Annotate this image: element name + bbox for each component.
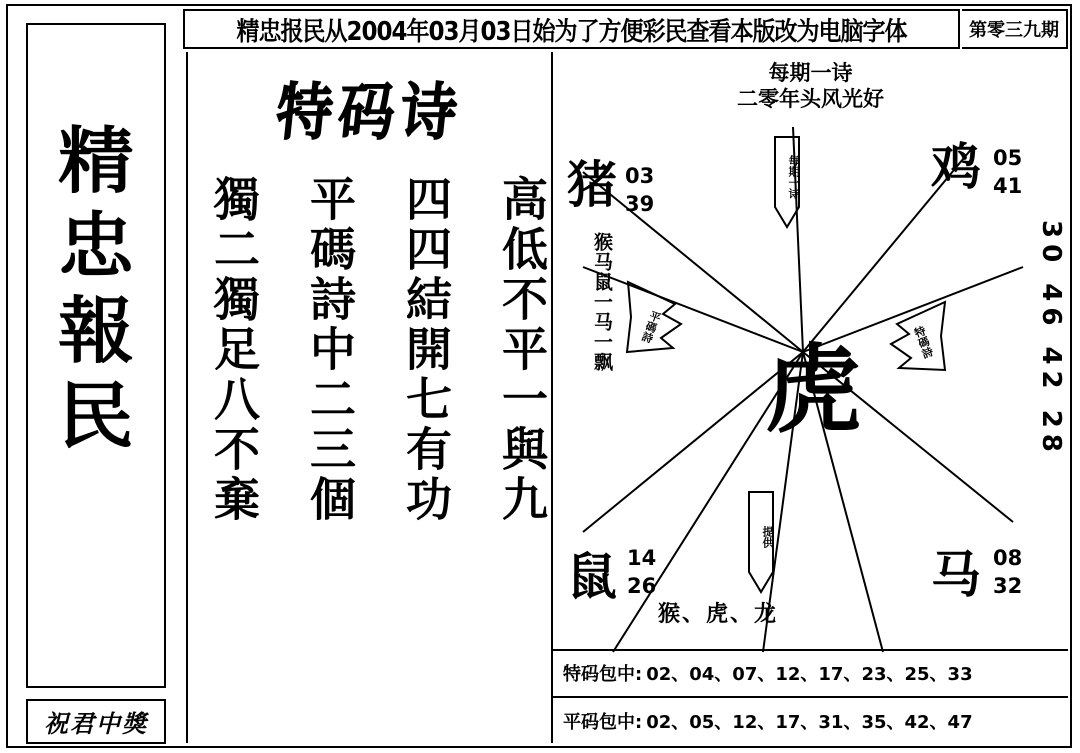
normal-number-row — [563, 697, 1063, 744]
zodiac-rooster: 鸡 — [931, 137, 981, 196]
zodiac-horse-numbers — [993, 544, 1022, 601]
right-diagram-panel — [553, 52, 1068, 743]
header-banner — [183, 9, 960, 49]
poem-label-line-2: 二零年头风光好 — [737, 87, 884, 112]
issue-number-box — [962, 9, 1068, 49]
poem-line-3: 平碼詩中二三個 — [303, 175, 357, 525]
arrow-badge-right: 特碼詩 — [911, 324, 935, 360]
header-banner-text: 精忠报民从2004年03月03日始为了方便彩民查看本版改为电脑字体 — [236, 17, 907, 47]
arrow-badge-bottom: 提供 — [761, 526, 774, 548]
zodiac-horse-num-2: 32 — [993, 574, 1023, 599]
poem-line-1: 高低不平一與九 — [495, 175, 549, 525]
title-char-4: 民 — [58, 372, 134, 458]
left-title-panel — [11, 9, 179, 743]
normal-number-values: 02、05、12、17、31、35、42、47 — [646, 711, 973, 733]
special-number-values: 02、04、07、12、17、23、25、33 — [646, 663, 973, 685]
poem-label-line-1: 每期一诗 — [768, 61, 853, 85]
zodiac-horse-num-1: 08 — [993, 546, 1023, 570]
zodiac-rat-numbers — [627, 544, 656, 601]
center-zodiac-character: 虎 — [765, 333, 861, 446]
normal-number-label: 平码包中: — [563, 711, 643, 733]
zodiac-rooster-numbers — [993, 144, 1022, 201]
zodiac-pig-num-2: 39 — [625, 192, 655, 217]
title-char-3: 報 — [58, 287, 134, 373]
zodiac-rat-num-2: 26 — [627, 574, 657, 599]
poem-columns — [196, 175, 549, 645]
good-luck-footer — [26, 699, 166, 744]
zodiac-rooster-num-1: 05 — [993, 146, 1023, 170]
arrow-badge-left: 平碼詩 — [639, 308, 663, 344]
zodiac-pig-numbers — [625, 162, 654, 219]
poem-title: 特码诗 — [272, 76, 467, 149]
title-char-1: 精 — [58, 118, 134, 203]
arrow-badge-top: 每期一诗 — [787, 155, 800, 199]
zodiac-pig-num-1: 03 — [625, 164, 655, 188]
hint-vertical-text: 猴马鼠一马一飘 — [591, 232, 613, 372]
zodiac-pig: 猪 — [567, 155, 617, 214]
zodiac-rat: 鼠 — [567, 547, 617, 606]
issue-number-label: 第零三九期 — [969, 20, 1059, 41]
publication-title — [26, 119, 167, 459]
zodiac-rooster-num-2: 41 — [993, 174, 1023, 199]
zodiac-rat-num-1: 14 — [627, 546, 657, 570]
hint-bottom-text: 猴、虎、龙 — [658, 602, 779, 627]
special-number-row — [563, 649, 1063, 696]
divider-left — [186, 52, 188, 743]
poem-line-2: 四四結開七有功 — [399, 175, 453, 525]
special-number-label: 特码包中: — [563, 663, 643, 685]
good-luck-text: 祝君中獎 — [44, 709, 148, 738]
bottom-result-rows — [553, 649, 1068, 743]
zodiac-horse: 马 — [931, 545, 981, 604]
title-char-2: 忠 — [58, 202, 134, 288]
poem-line-4: 獨二獨足八不棄 — [207, 175, 261, 525]
right-side-numbers: 30 46 42 28 — [1036, 220, 1066, 458]
